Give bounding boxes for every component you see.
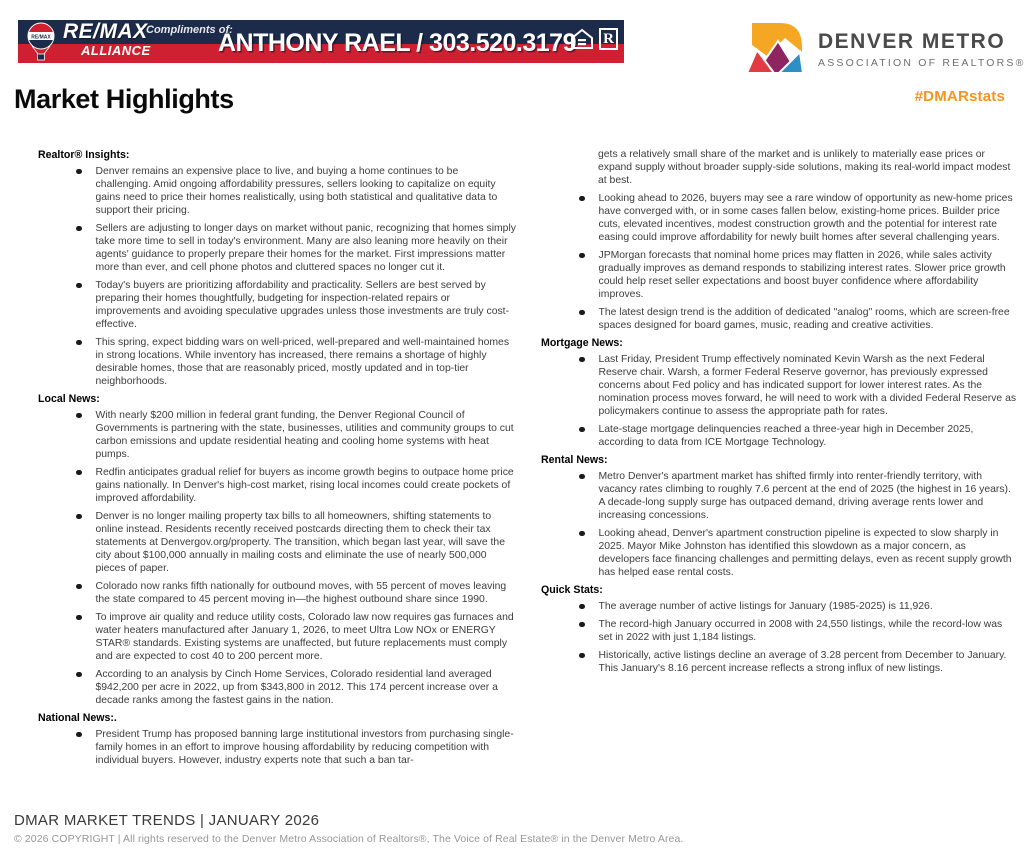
bullet-item bbox=[579, 353, 1018, 418]
bullet-dot-icon bbox=[579, 196, 585, 202]
bullet-item bbox=[76, 466, 516, 505]
section-heading: Realtor® Insights: bbox=[38, 149, 130, 161]
bullet-item bbox=[579, 527, 1018, 579]
bullet-item bbox=[579, 649, 1018, 675]
compliments-label: Compliments of: bbox=[146, 24, 233, 36]
equal-housing-icon bbox=[570, 28, 594, 51]
section-national-news bbox=[38, 712, 516, 767]
dmar-hashtag: #DMARstats bbox=[914, 88, 1005, 105]
bullet-item bbox=[76, 580, 516, 606]
agent-name-phone: ANTHONY RAEL / 303.520.3179 bbox=[218, 29, 576, 57]
bullet-item bbox=[76, 279, 516, 331]
section-local-news bbox=[38, 393, 516, 707]
bullet-item bbox=[579, 470, 1018, 522]
section-national-news-continued bbox=[541, 148, 1018, 332]
bullet-text: Colorado now ranks fifth nationally for outbound moves, with 55 percent of moves leaving the state compared to 45 percent moving in—the highest outbound share since 1990. bbox=[95, 581, 507, 605]
bullet-dot-icon bbox=[76, 413, 82, 419]
bullet-item bbox=[579, 618, 1018, 644]
page-footer bbox=[14, 812, 683, 845]
right-column bbox=[541, 148, 1018, 680]
section-quick-stats bbox=[541, 584, 1018, 675]
dmar-name: DENVER METRO bbox=[818, 30, 1006, 53]
bullet-dot-icon bbox=[76, 470, 82, 476]
bullet-text: The average number of active listings for January (1985-2025) is 11,926. bbox=[598, 601, 933, 612]
bullet-text: JPMorgan forecasts that nominal home prices may flatten in 2026, while sales activity gradually improves as demand responds to stabilizing interest rates. Slower price growth could help reset seller expectations and boost buyer confidence where affordability improves. bbox=[598, 250, 1006, 300]
bullet-text: Sellers are adjusting to longer days on market without panic, recognizing that homes simply take more time to sell in today's environment. Many are also leaning more heavily on their agents' guidance to properly prepare their homes for the market. First impressions matter more than ever, and cell phone photos and cluttered spaces no longer cut it. bbox=[95, 223, 516, 273]
bullet-text: President Trump has proposed banning large institutional investors from purchasing single-family homes in an effort to improve housing affordability by reducing competition with individual buyers. However, industry experts note that such a ban tar- bbox=[95, 729, 514, 766]
bullet-dot-icon bbox=[76, 615, 82, 621]
bullet-item bbox=[76, 336, 516, 388]
page-title: Market Highlights bbox=[14, 84, 234, 114]
bullet-dot-icon bbox=[579, 474, 585, 480]
dmar-logo-block bbox=[744, 21, 1026, 78]
remax-banner bbox=[18, 20, 624, 63]
remax-balloon-icon bbox=[25, 22, 59, 62]
bullet-text: With nearly $200 million in federal grant funding, the Denver Regional Council of Governments is partnering with the state, businesses, utilities and community groups to cut carbon emissions and update residential heating and cooling home systems with heat pumps. bbox=[95, 410, 514, 460]
bullet-item bbox=[76, 728, 516, 767]
bullet-text: Historically, active listings decline an average of 3.28 percent from December to January. This January's 8.16 percent increase reflects a strong influx of new listings. bbox=[598, 650, 1007, 674]
bullet-item bbox=[579, 423, 1018, 449]
bullet-dot-icon bbox=[579, 253, 585, 259]
bullet-dot-icon bbox=[76, 584, 82, 590]
left-column bbox=[38, 148, 516, 772]
bullet-text: Looking ahead to 2026, buyers may see a rare window of opportunity as new-home prices have converged with, or in some cases fallen below, existing-home prices. Builder price cuts, elevated incentives, modest construction growth and the potential for interest rate easing could improve affordability for newly built homes after several challenging years. bbox=[598, 193, 1013, 243]
bullet-item bbox=[579, 249, 1018, 301]
svg-text:RE/MAX: RE/MAX bbox=[31, 34, 51, 41]
bullet-text: Looking ahead, Denver's apartment construction pipeline is expected to slow sharply in 2025. Mayor Mike Johnston has identified this slowdown as a major concern, as developers face financing challenges and permitting delays, even as recent supply growth has helped ease rental costs. bbox=[598, 528, 1012, 578]
footer-title: DMAR MARKET TRENDS | JANUARY 2026 bbox=[14, 812, 320, 829]
bullet-dot-icon bbox=[76, 340, 82, 346]
bullet-dot-icon bbox=[76, 514, 82, 520]
bullet-item bbox=[579, 192, 1018, 244]
bullet-item bbox=[76, 409, 516, 461]
bullet-dot-icon bbox=[579, 653, 585, 659]
section-realtor-insights bbox=[38, 149, 516, 388]
bullet-text: Denver remains an expensive place to live, and buying a home continues to be challenging. Amid ongoing affordability pressures, sellers looking to capitalize on equity gains need to price their homes realistically, using both statistical and qualitative data to support their pricing. bbox=[95, 166, 498, 216]
bullet-text: This spring, expect bidding wars on well-priced, well-prepared and well-maintained homes in strong locations. While inventory has increased, there remains a shortage of highly desirable homes, those that are reasonably priced, mostly updated and in top-tier neighborhoods. bbox=[95, 337, 510, 387]
bullet-text: The record-high January occurred in 2008 with 24,550 listings, while the record-low was set in 2022 with just 1,184 listings. bbox=[598, 619, 1003, 643]
bullet-text: Denver is no longer mailing property tax bills to all homeowners, shifting statements to online instead. Residents recently received postcards directing them to check their tax statements at Denvergov.org/property. The transition, which began last year, will save the city about $100,000 annually in mailing costs and eliminate the use of nearly 500,000 pieces of paper. bbox=[95, 511, 505, 574]
bullet-dot-icon bbox=[76, 169, 82, 175]
bullet-dot-icon bbox=[579, 357, 585, 363]
bullet-item bbox=[76, 668, 516, 707]
bullet-text: Metro Denver's apartment market has shifted firmly into renter-friendly territory, with vacancy rates climbing to roughly 7.6 percent at the end of 2025 (the highest in 16 years). A decade-long supply surge has outpaced demand, driving average rents lower and increasing concessions. bbox=[598, 471, 1011, 521]
bullet-item bbox=[76, 510, 516, 575]
bullet-item bbox=[579, 600, 1018, 613]
bullet-dot-icon bbox=[579, 310, 585, 316]
bullet-item bbox=[579, 306, 1018, 332]
realtor-r-icon: R bbox=[599, 28, 618, 50]
dmar-logo-icon bbox=[744, 21, 806, 78]
bullet-item bbox=[76, 222, 516, 274]
dmar-subname: ASSOCIATION OF REALTORS® bbox=[818, 57, 1026, 69]
footer-copyright: © 2026 COPYRIGHT | All rights reserved to the Denver Metro Association of Realtors®, The Voice of Real Estate® in the Denver Metro Area. bbox=[14, 833, 684, 845]
bullet-dot-icon bbox=[579, 531, 585, 537]
bullet-dot-icon bbox=[579, 427, 585, 433]
bullet-item bbox=[76, 611, 516, 663]
bullet-item bbox=[76, 165, 516, 217]
section-heading: Rental News: bbox=[541, 454, 608, 466]
bullet-dot-icon bbox=[579, 604, 585, 610]
bullet-dot-icon bbox=[579, 622, 585, 628]
section-heading: Mortgage News: bbox=[541, 337, 623, 349]
bullet-text: Last Friday, President Trump effectively nominated Kevin Warsh as the next Federal Reserve chair. Warsh, a former Federal Reserve governor, has previously expressed concerns about Fed policy and has indicated support for lower interest rates. As the nomination process moves forward, he will need to work with a divided Federal Reserve as policymakers continue to assess the appropriate path for rates. bbox=[598, 354, 1017, 417]
bullet-dot-icon bbox=[76, 226, 82, 232]
section-mortgage-news bbox=[541, 337, 1018, 449]
bullet-dot-icon bbox=[76, 732, 82, 738]
bullet-text: Today's buyers are prioritizing affordability and practicality. Sellers are best served by preparing their homes thoughtfully, budgeting for inspection-related repairs or improvements and avoiding speculative upgrades unless those investments are truly cost-effective. bbox=[95, 280, 510, 330]
section-heading: Quick Stats: bbox=[541, 584, 603, 596]
section-heading: Local News: bbox=[38, 393, 100, 405]
banner-icons bbox=[570, 28, 618, 51]
continuation-text: gets a relatively small share of the market and is unlikely to materially ease prices or expand supply without broader supply-side solutions, making its real-world impact modest at best. bbox=[598, 149, 1011, 186]
remax-alliance-label: ALLIANCE bbox=[81, 43, 151, 58]
bullet-text: Redfin anticipates gradual relief for buyers as income growth begins to outpace home price gains nationally. In Denver's high-cost market, rising local incomes could create pockets of improved affordability. bbox=[95, 467, 514, 504]
bullet-dot-icon bbox=[76, 672, 82, 678]
bullet-dot-icon bbox=[76, 283, 82, 289]
section-rental-news bbox=[541, 454, 1018, 579]
bullet-text: According to an analysis by Cinch Home Services, Colorado residential land averaged $942,200 per acre in 2022, up from $343,800 in 2012. This 174 percent increase over a decade ranks among the fastest gains in the nation. bbox=[95, 669, 498, 706]
section-heading: National News:. bbox=[38, 712, 117, 724]
bullet-text: The latest design trend is the addition of dedicated "analog" rooms, which are screen-free spaces designed for board games, music, reading and creative activities. bbox=[598, 307, 1010, 331]
bullet-text: Late-stage mortgage delinquencies reached a three-year high in December 2025, according to data from ICE Mortgage Technology. bbox=[598, 424, 974, 448]
bullet-text: To improve air quality and reduce utility costs, Colorado law now requires gas furnaces and water heaters manufactured after January 1, 2026, to meet Ultra Low NOx or ENERGY STAR® standards. Existing systems are unaffected, but future replacements must comply and are expected to cost 40 to 200 percent more. bbox=[95, 612, 514, 662]
remax-brand: RE/MAX bbox=[63, 20, 148, 43]
